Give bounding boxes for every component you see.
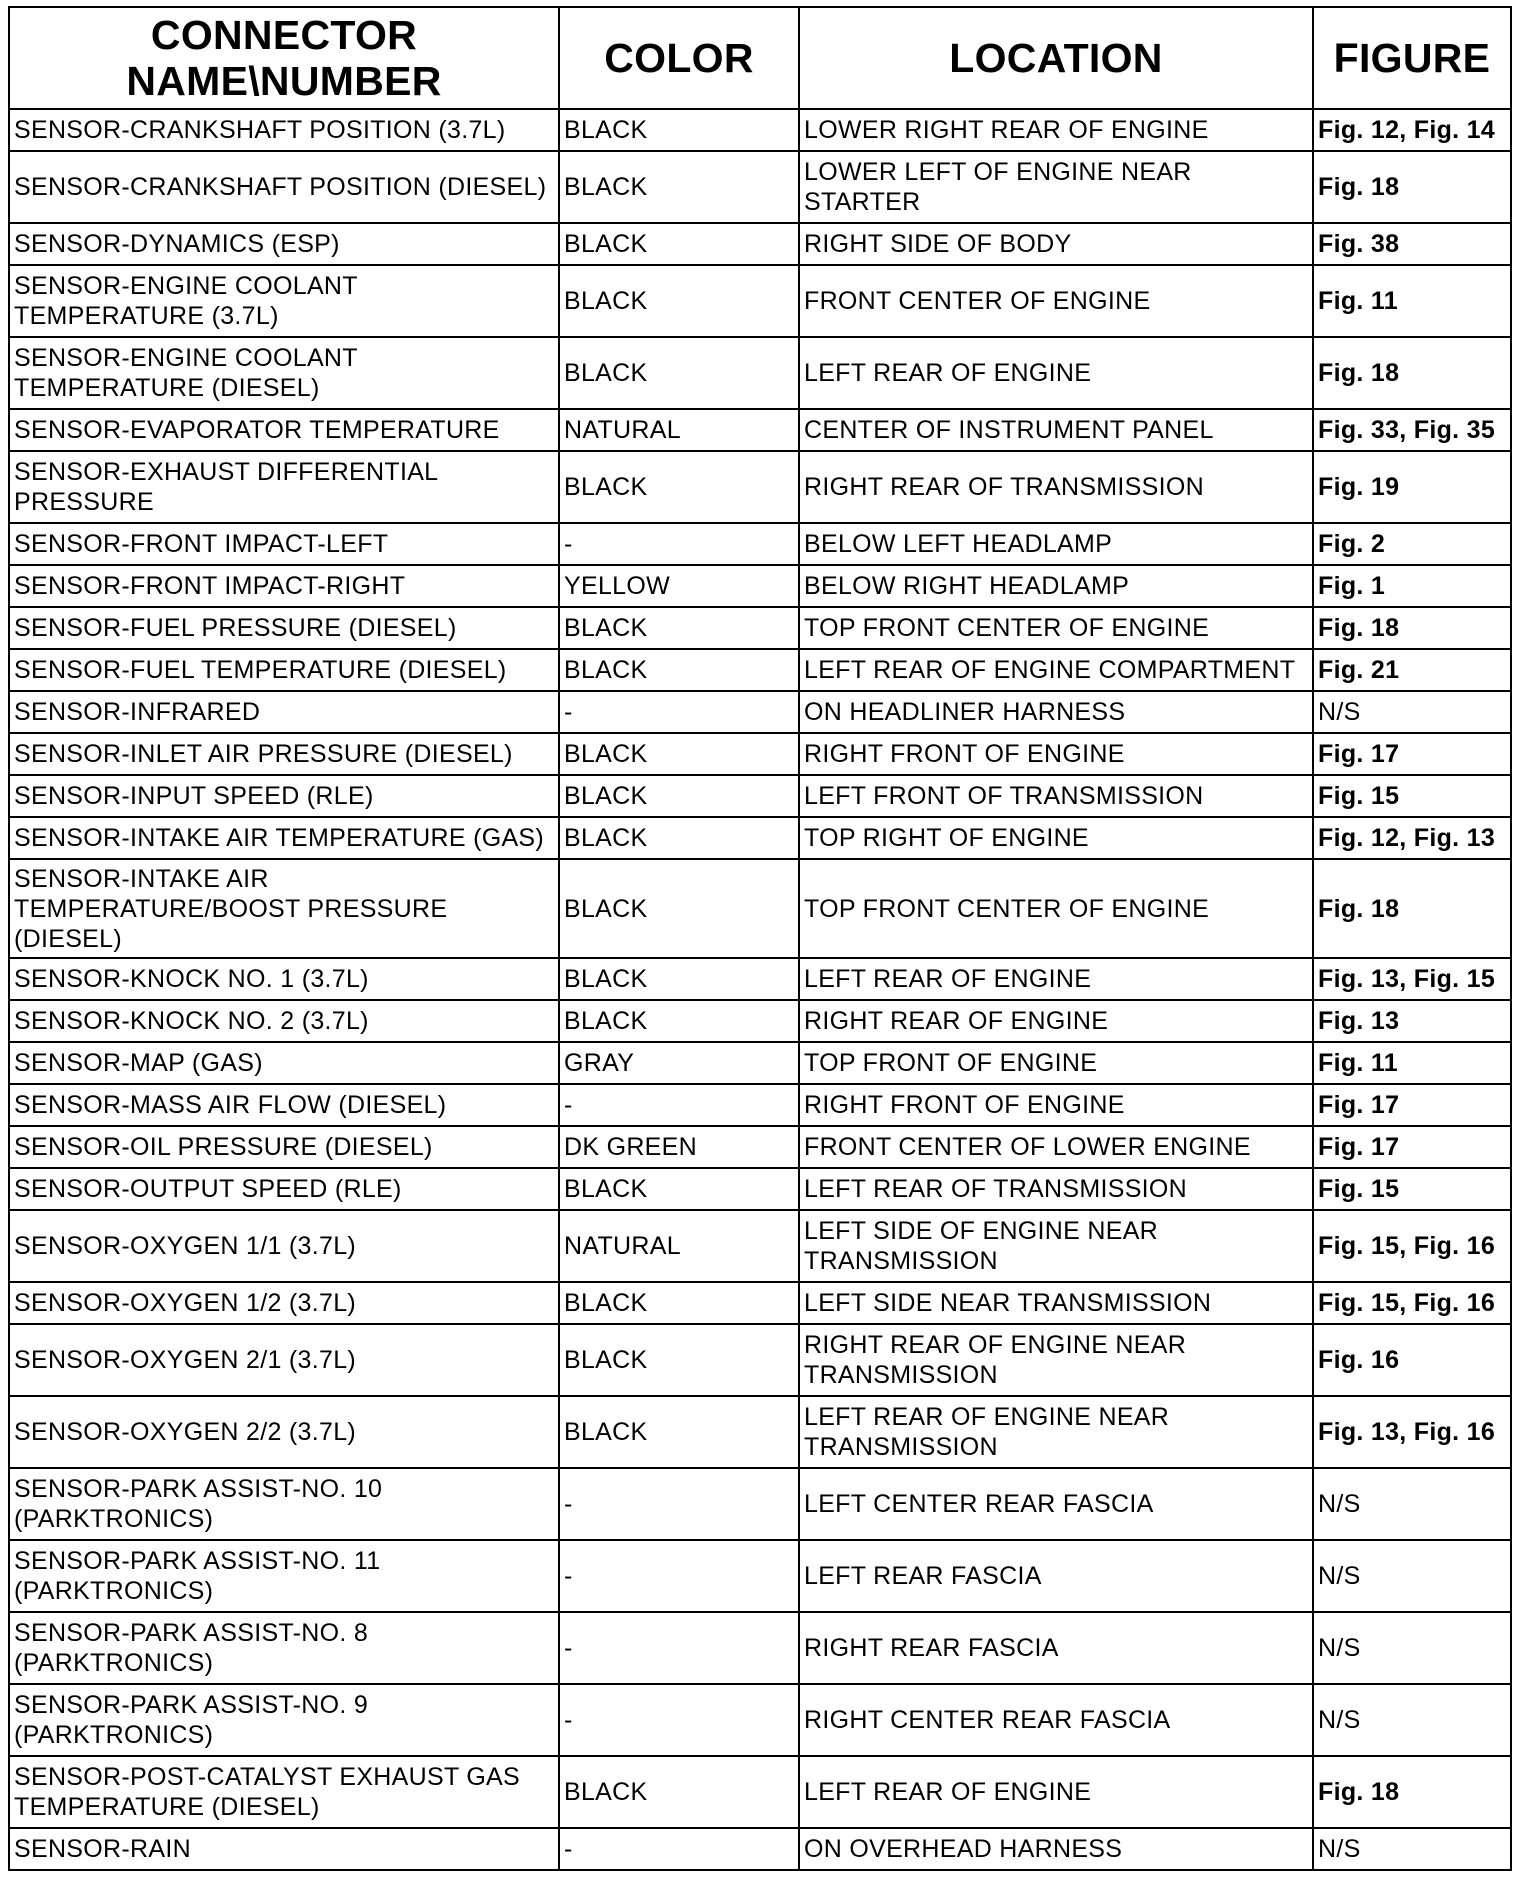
color-cell: - [559,691,799,733]
table-row [9,1084,1511,1126]
figure-cell: Fig. 1 [1313,565,1511,607]
location-cell: LOWER LEFT OF ENGINE NEAR STARTER [799,151,1313,223]
figure-cell: Fig. 18 [1313,859,1511,958]
location-cell: RIGHT SIDE OF BODY [799,223,1313,265]
location-cell: BELOW RIGHT HEADLAMP [799,565,1313,607]
connector-name-cell: SENSOR-CRANKSHAFT POSITION (DIESEL) [9,151,559,223]
figure-cell: N/S [1313,1468,1511,1540]
figure-cell: Fig. 13, Fig. 16 [1313,1396,1511,1468]
figure-cell: Fig. 12, Fig. 13 [1313,817,1511,859]
connector-name-cell: SENSOR-ENGINE COOLANT TEMPERATURE (3.7L) [9,265,559,337]
connector-name-cell: SENSOR-INTAKE AIR TEMPERATURE (GAS) [9,817,559,859]
header-figure: FIGURE [1313,7,1511,109]
header-row [9,7,1511,109]
color-cell: BLACK [559,733,799,775]
figure-cell: Fig. 17 [1313,1084,1511,1126]
figure-cell: Fig. 2 [1313,523,1511,565]
figure-cell: Fig. 17 [1313,1126,1511,1168]
location-cell: TOP RIGHT OF ENGINE [799,817,1313,859]
location-cell: RIGHT REAR OF ENGINE NEAR TRANSMISSION [799,1324,1313,1396]
location-cell: FRONT CENTER OF LOWER ENGINE [799,1126,1313,1168]
figure-cell: Fig. 18 [1313,1756,1511,1828]
color-cell: BLACK [559,1396,799,1468]
color-cell: BLACK [559,607,799,649]
header-connector-name: CONNECTOR NAME\NUMBER [9,7,559,109]
location-cell: ON OVERHEAD HARNESS [799,1828,1313,1870]
table-row [9,1282,1511,1324]
table-row [9,1324,1511,1396]
location-cell: LEFT REAR OF ENGINE [799,337,1313,409]
connector-name-cell: SENSOR-OXYGEN 2/1 (3.7L) [9,1324,559,1396]
location-cell: LEFT REAR FASCIA [799,1540,1313,1612]
figure-cell: N/S [1313,691,1511,733]
figure-cell: Fig. 33, Fig. 35 [1313,409,1511,451]
color-cell: BLACK [559,265,799,337]
table-row [9,1828,1511,1870]
connector-name-cell: SENSOR-PARK ASSIST-NO. 8 (PARKTRONICS) [9,1612,559,1684]
connector-name-cell: SENSOR-CRANKSHAFT POSITION (3.7L) [9,109,559,151]
color-cell: BLACK [559,817,799,859]
connector-name-cell: SENSOR-OXYGEN 2/2 (3.7L) [9,1396,559,1468]
connector-name-cell: SENSOR-FUEL PRESSURE (DIESEL) [9,607,559,649]
color-cell: NATURAL [559,1210,799,1282]
color-cell: - [559,1684,799,1756]
table-row [9,565,1511,607]
table-row [9,817,1511,859]
figure-cell: N/S [1313,1828,1511,1870]
location-cell: FRONT CENTER OF ENGINE [799,265,1313,337]
table-body [9,109,1511,1870]
table-row [9,1210,1511,1282]
color-cell: - [559,1084,799,1126]
figure-cell: N/S [1313,1684,1511,1756]
connector-name-cell: SENSOR-OUTPUT SPEED (RLE) [9,1168,559,1210]
table-row [9,1684,1511,1756]
table-row [9,1612,1511,1684]
table-row [9,223,1511,265]
color-cell: BLACK [559,1756,799,1828]
figure-cell: N/S [1313,1612,1511,1684]
table-row [9,451,1511,523]
table-row [9,523,1511,565]
table-row [9,1396,1511,1468]
figure-cell: Fig. 12, Fig. 14 [1313,109,1511,151]
connector-name-cell: SENSOR-RAIN [9,1828,559,1870]
connector-name-cell: SENSOR-POST-CATALYST EXHAUST GAS TEMPERATURE (DIESEL) [9,1756,559,1828]
location-cell: RIGHT REAR OF ENGINE [799,1000,1313,1042]
location-cell: LOWER RIGHT REAR OF ENGINE [799,109,1313,151]
color-cell: NATURAL [559,409,799,451]
connector-name-cell: SENSOR-OXYGEN 1/2 (3.7L) [9,1282,559,1324]
location-cell: LEFT REAR OF ENGINE [799,958,1313,1000]
color-cell: - [559,1540,799,1612]
color-cell: - [559,1828,799,1870]
location-cell: BELOW LEFT HEADLAMP [799,523,1313,565]
table-row [9,607,1511,649]
table-row [9,733,1511,775]
figure-cell: Fig. 19 [1313,451,1511,523]
color-cell: BLACK [559,451,799,523]
location-cell: RIGHT FRONT OF ENGINE [799,733,1313,775]
color-cell: BLACK [559,859,799,958]
location-cell: TOP FRONT CENTER OF ENGINE [799,859,1313,958]
color-cell: BLACK [559,1324,799,1396]
connector-name-cell: SENSOR-KNOCK NO. 2 (3.7L) [9,1000,559,1042]
figure-cell: Fig. 18 [1313,607,1511,649]
location-cell: ON HEADLINER HARNESS [799,691,1313,733]
table-row [9,691,1511,733]
color-cell: BLACK [559,649,799,691]
figure-cell: Fig. 18 [1313,337,1511,409]
connector-name-cell: SENSOR-INFRARED [9,691,559,733]
table-row [9,1168,1511,1210]
location-cell: TOP FRONT CENTER OF ENGINE [799,607,1313,649]
color-cell: BLACK [559,151,799,223]
color-cell: BLACK [559,958,799,1000]
figure-cell: Fig. 16 [1313,1324,1511,1396]
figure-cell: Fig. 38 [1313,223,1511,265]
figure-cell: Fig. 13, Fig. 15 [1313,958,1511,1000]
connector-name-cell: SENSOR-INTAKE AIR TEMPERATURE/BOOST PRESSURE (DIESEL) [9,859,559,958]
location-cell: RIGHT REAR OF TRANSMISSION [799,451,1313,523]
connector-name-cell: SENSOR-MAP (GAS) [9,1042,559,1084]
figure-cell: Fig. 11 [1313,265,1511,337]
connector-name-cell: SENSOR-INLET AIR PRESSURE (DIESEL) [9,733,559,775]
location-cell: RIGHT FRONT OF ENGINE [799,1084,1313,1126]
color-cell: BLACK [559,1000,799,1042]
table-row [9,649,1511,691]
table-row [9,1540,1511,1612]
figure-cell: Fig. 15, Fig. 16 [1313,1282,1511,1324]
color-cell: - [559,1468,799,1540]
connector-name-cell: SENSOR-EVAPORATOR TEMPERATURE [9,409,559,451]
header-color: COLOR [559,7,799,109]
location-cell: LEFT FRONT OF TRANSMISSION [799,775,1313,817]
color-cell: GRAY [559,1042,799,1084]
figure-cell: Fig. 15, Fig. 16 [1313,1210,1511,1282]
color-cell: BLACK [559,109,799,151]
color-cell: BLACK [559,775,799,817]
location-cell: LEFT REAR OF ENGINE NEAR TRANSMISSION [799,1396,1313,1468]
color-cell: - [559,523,799,565]
location-cell: RIGHT CENTER REAR FASCIA [799,1684,1313,1756]
table-row [9,775,1511,817]
location-cell: LEFT REAR OF ENGINE [799,1756,1313,1828]
connector-name-cell: SENSOR-PARK ASSIST-NO. 9 (PARKTRONICS) [9,1684,559,1756]
figure-cell: Fig. 15 [1313,1168,1511,1210]
table-row [9,1756,1511,1828]
figure-cell: Fig. 18 [1313,151,1511,223]
table-row [9,1000,1511,1042]
figure-cell: Fig. 13 [1313,1000,1511,1042]
table-row [9,409,1511,451]
figure-cell: Fig. 17 [1313,733,1511,775]
color-cell: BLACK [559,1282,799,1324]
color-cell: BLACK [559,1168,799,1210]
connector-name-cell: SENSOR-ENGINE COOLANT TEMPERATURE (DIESEL) [9,337,559,409]
table-row [9,109,1511,151]
location-cell: LEFT REAR OF TRANSMISSION [799,1168,1313,1210]
header-location: LOCATION [799,7,1313,109]
table-row [9,1468,1511,1540]
connector-name-cell: SENSOR-MASS AIR FLOW (DIESEL) [9,1084,559,1126]
color-cell: BLACK [559,337,799,409]
figure-cell: Fig. 15 [1313,775,1511,817]
table-row [9,151,1511,223]
connector-name-cell: SENSOR-DYNAMICS (ESP) [9,223,559,265]
connector-name-cell: SENSOR-PARK ASSIST-NO. 10 (PARKTRONICS) [9,1468,559,1540]
connector-name-cell: SENSOR-FRONT IMPACT-LEFT [9,523,559,565]
location-cell: LEFT REAR OF ENGINE COMPARTMENT [799,649,1313,691]
location-cell: CENTER OF INSTRUMENT PANEL [799,409,1313,451]
connector-location-page [8,6,1510,1871]
table-row [9,859,1511,958]
connector-name-cell: SENSOR-FRONT IMPACT-RIGHT [9,565,559,607]
location-cell: RIGHT REAR FASCIA [799,1612,1313,1684]
table-row [9,958,1511,1000]
connector-name-cell: SENSOR-PARK ASSIST-NO. 11 (PARKTRONICS) [9,1540,559,1612]
table-row [9,265,1511,337]
color-cell: YELLOW [559,565,799,607]
table-row [9,1042,1511,1084]
figure-cell: N/S [1313,1540,1511,1612]
connector-name-cell: SENSOR-EXHAUST DIFFERENTIAL PRESSURE [9,451,559,523]
location-cell: LEFT SIDE OF ENGINE NEAR TRANSMISSION [799,1210,1313,1282]
connector-name-cell: SENSOR-OIL PRESSURE (DIESEL) [9,1126,559,1168]
connector-name-cell: SENSOR-OXYGEN 1/1 (3.7L) [9,1210,559,1282]
connector-table [8,6,1512,1871]
connector-name-cell: SENSOR-KNOCK NO. 1 (3.7L) [9,958,559,1000]
location-cell: TOP FRONT OF ENGINE [799,1042,1313,1084]
table-row [9,1126,1511,1168]
color-cell: BLACK [559,223,799,265]
color-cell: DK GREEN [559,1126,799,1168]
location-cell: LEFT SIDE NEAR TRANSMISSION [799,1282,1313,1324]
color-cell: - [559,1612,799,1684]
location-cell: LEFT CENTER REAR FASCIA [799,1468,1313,1540]
table-row [9,337,1511,409]
connector-name-cell: SENSOR-INPUT SPEED (RLE) [9,775,559,817]
figure-cell: Fig. 21 [1313,649,1511,691]
connector-name-cell: SENSOR-FUEL TEMPERATURE (DIESEL) [9,649,559,691]
figure-cell: Fig. 11 [1313,1042,1511,1084]
